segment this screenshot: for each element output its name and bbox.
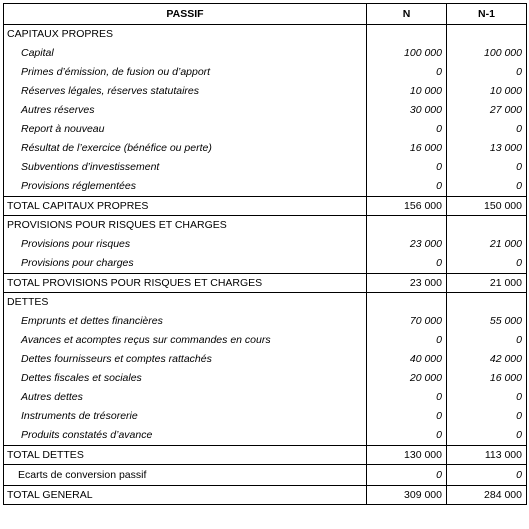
table-row — [4, 44, 527, 63]
table-row — [4, 465, 527, 486]
row-value-n: 30 000 — [367, 101, 447, 120]
row-value-n1: 0 — [447, 177, 527, 197]
section-title-dettes: DETTES — [4, 293, 367, 313]
row-label: Dettes fiscales et sociales — [4, 369, 367, 388]
section-title-capitaux: CAPITAUX PROPRES — [4, 25, 367, 45]
ecarts-value-n1: 0 — [447, 465, 527, 486]
section-title-row — [4, 25, 527, 45]
header-n: N — [367, 4, 447, 25]
row-value-n1: 42 000 — [447, 350, 527, 369]
row-value-n1: 0 — [447, 331, 527, 350]
row-value-n: 40 000 — [367, 350, 447, 369]
row-value-n1: 10 000 — [447, 82, 527, 101]
row-value-n1: 16 000 — [447, 369, 527, 388]
table-row — [4, 350, 527, 369]
table-row — [4, 63, 527, 82]
row-value-n1: 13 000 — [447, 139, 527, 158]
section-title-provisions: PROVISIONS POUR RISQUES ET CHARGES — [4, 216, 367, 236]
row-value-n1: 55 000 — [447, 312, 527, 331]
row-value-n1: 100 000 — [447, 44, 527, 63]
row-label: Dettes fournisseurs et comptes rattachés — [4, 350, 367, 369]
row-label: Capital — [4, 44, 367, 63]
row-value-n: 0 — [367, 388, 447, 407]
row-value-n: 100 000 — [367, 44, 447, 63]
section-title-row — [4, 216, 527, 236]
table-row — [4, 331, 527, 350]
total-value-n: 23 000 — [367, 274, 447, 293]
total-label: TOTAL PROVISIONS POUR RISQUES ET CHARGES — [4, 274, 367, 293]
row-value-n: 10 000 — [367, 82, 447, 101]
total-value-n1: 21 000 — [447, 274, 527, 293]
table-row — [4, 369, 527, 388]
total-row — [4, 274, 527, 293]
total-row — [4, 197, 527, 216]
table-row — [4, 120, 527, 139]
table-row — [4, 139, 527, 158]
table-header-row — [4, 4, 527, 25]
row-value-n: 23 000 — [367, 235, 447, 254]
total-value-n: 130 000 — [367, 446, 447, 465]
row-value-n: 0 — [367, 254, 447, 274]
grand-total-value-n1: 284 000 — [447, 486, 527, 505]
header-passif: PASSIF — [4, 4, 367, 25]
row-label: Produits constatés d’avance — [4, 426, 367, 446]
ecarts-value-n: 0 — [367, 465, 447, 486]
grand-total-value-n: 309 000 — [367, 486, 447, 505]
header-n1: N-1 — [447, 4, 527, 25]
row-value-n: 0 — [367, 158, 447, 177]
row-value-n: 0 — [367, 407, 447, 426]
row-label: Autres réserves — [4, 101, 367, 120]
balance-sheet-liabilities — [3, 3, 526, 505]
row-value-n: 0 — [367, 120, 447, 139]
row-label: Provisions pour risques — [4, 235, 367, 254]
row-value-n1: 0 — [447, 63, 527, 82]
row-value-n: 70 000 — [367, 312, 447, 331]
row-label: Subventions d’investissement — [4, 158, 367, 177]
total-label: TOTAL DETTES — [4, 446, 367, 465]
row-label: Provisions réglementées — [4, 177, 367, 197]
row-label: Résultat de l’exercice (bénéfice ou perte) — [4, 139, 367, 158]
passif-table — [3, 3, 527, 505]
total-value-n: 156 000 — [367, 197, 447, 216]
row-label: Avances et acomptes reçus sur commandes en cours — [4, 331, 367, 350]
row-value-n1: 0 — [447, 120, 527, 139]
table-row — [4, 177, 527, 197]
row-value-n1: 0 — [447, 407, 527, 426]
total-value-n1: 113 000 — [447, 446, 527, 465]
table-row — [4, 407, 527, 426]
row-value-n: 20 000 — [367, 369, 447, 388]
row-label: Instruments de trésorerie — [4, 407, 367, 426]
row-value-n1: 21 000 — [447, 235, 527, 254]
row-value-n: 0 — [367, 63, 447, 82]
grand-total-row — [4, 486, 527, 505]
row-value-n1: 0 — [447, 388, 527, 407]
total-row — [4, 446, 527, 465]
row-label: Autres dettes — [4, 388, 367, 407]
table-row — [4, 235, 527, 254]
row-value-n1: 0 — [447, 426, 527, 446]
row-value-n: 0 — [367, 331, 447, 350]
row-value-n1: 0 — [447, 254, 527, 274]
row-label: Réserves légales, réserves statutaires — [4, 82, 367, 101]
row-value-n: 16 000 — [367, 139, 447, 158]
section-title-row — [4, 293, 527, 313]
row-label: Report à nouveau — [4, 120, 367, 139]
row-value-n: 0 — [367, 426, 447, 446]
ecarts-label: Ecarts de conversion passif — [4, 465, 367, 486]
table-row — [4, 254, 527, 274]
total-value-n1: 150 000 — [447, 197, 527, 216]
table-row — [4, 426, 527, 446]
table-row — [4, 82, 527, 101]
grand-total-label: TOTAL GENERAL — [4, 486, 367, 505]
row-label: Emprunts et dettes financières — [4, 312, 367, 331]
row-value-n1: 27 000 — [447, 101, 527, 120]
table-row — [4, 158, 527, 177]
table-row — [4, 101, 527, 120]
table-row — [4, 388, 527, 407]
table-row — [4, 312, 527, 331]
row-label: Provisions pour charges — [4, 254, 367, 274]
total-label: TOTAL CAPITAUX PROPRES — [4, 197, 367, 216]
row-label: Primes d’émission, de fusion ou d’apport — [4, 63, 367, 82]
row-value-n1: 0 — [447, 158, 527, 177]
row-value-n: 0 — [367, 177, 447, 197]
